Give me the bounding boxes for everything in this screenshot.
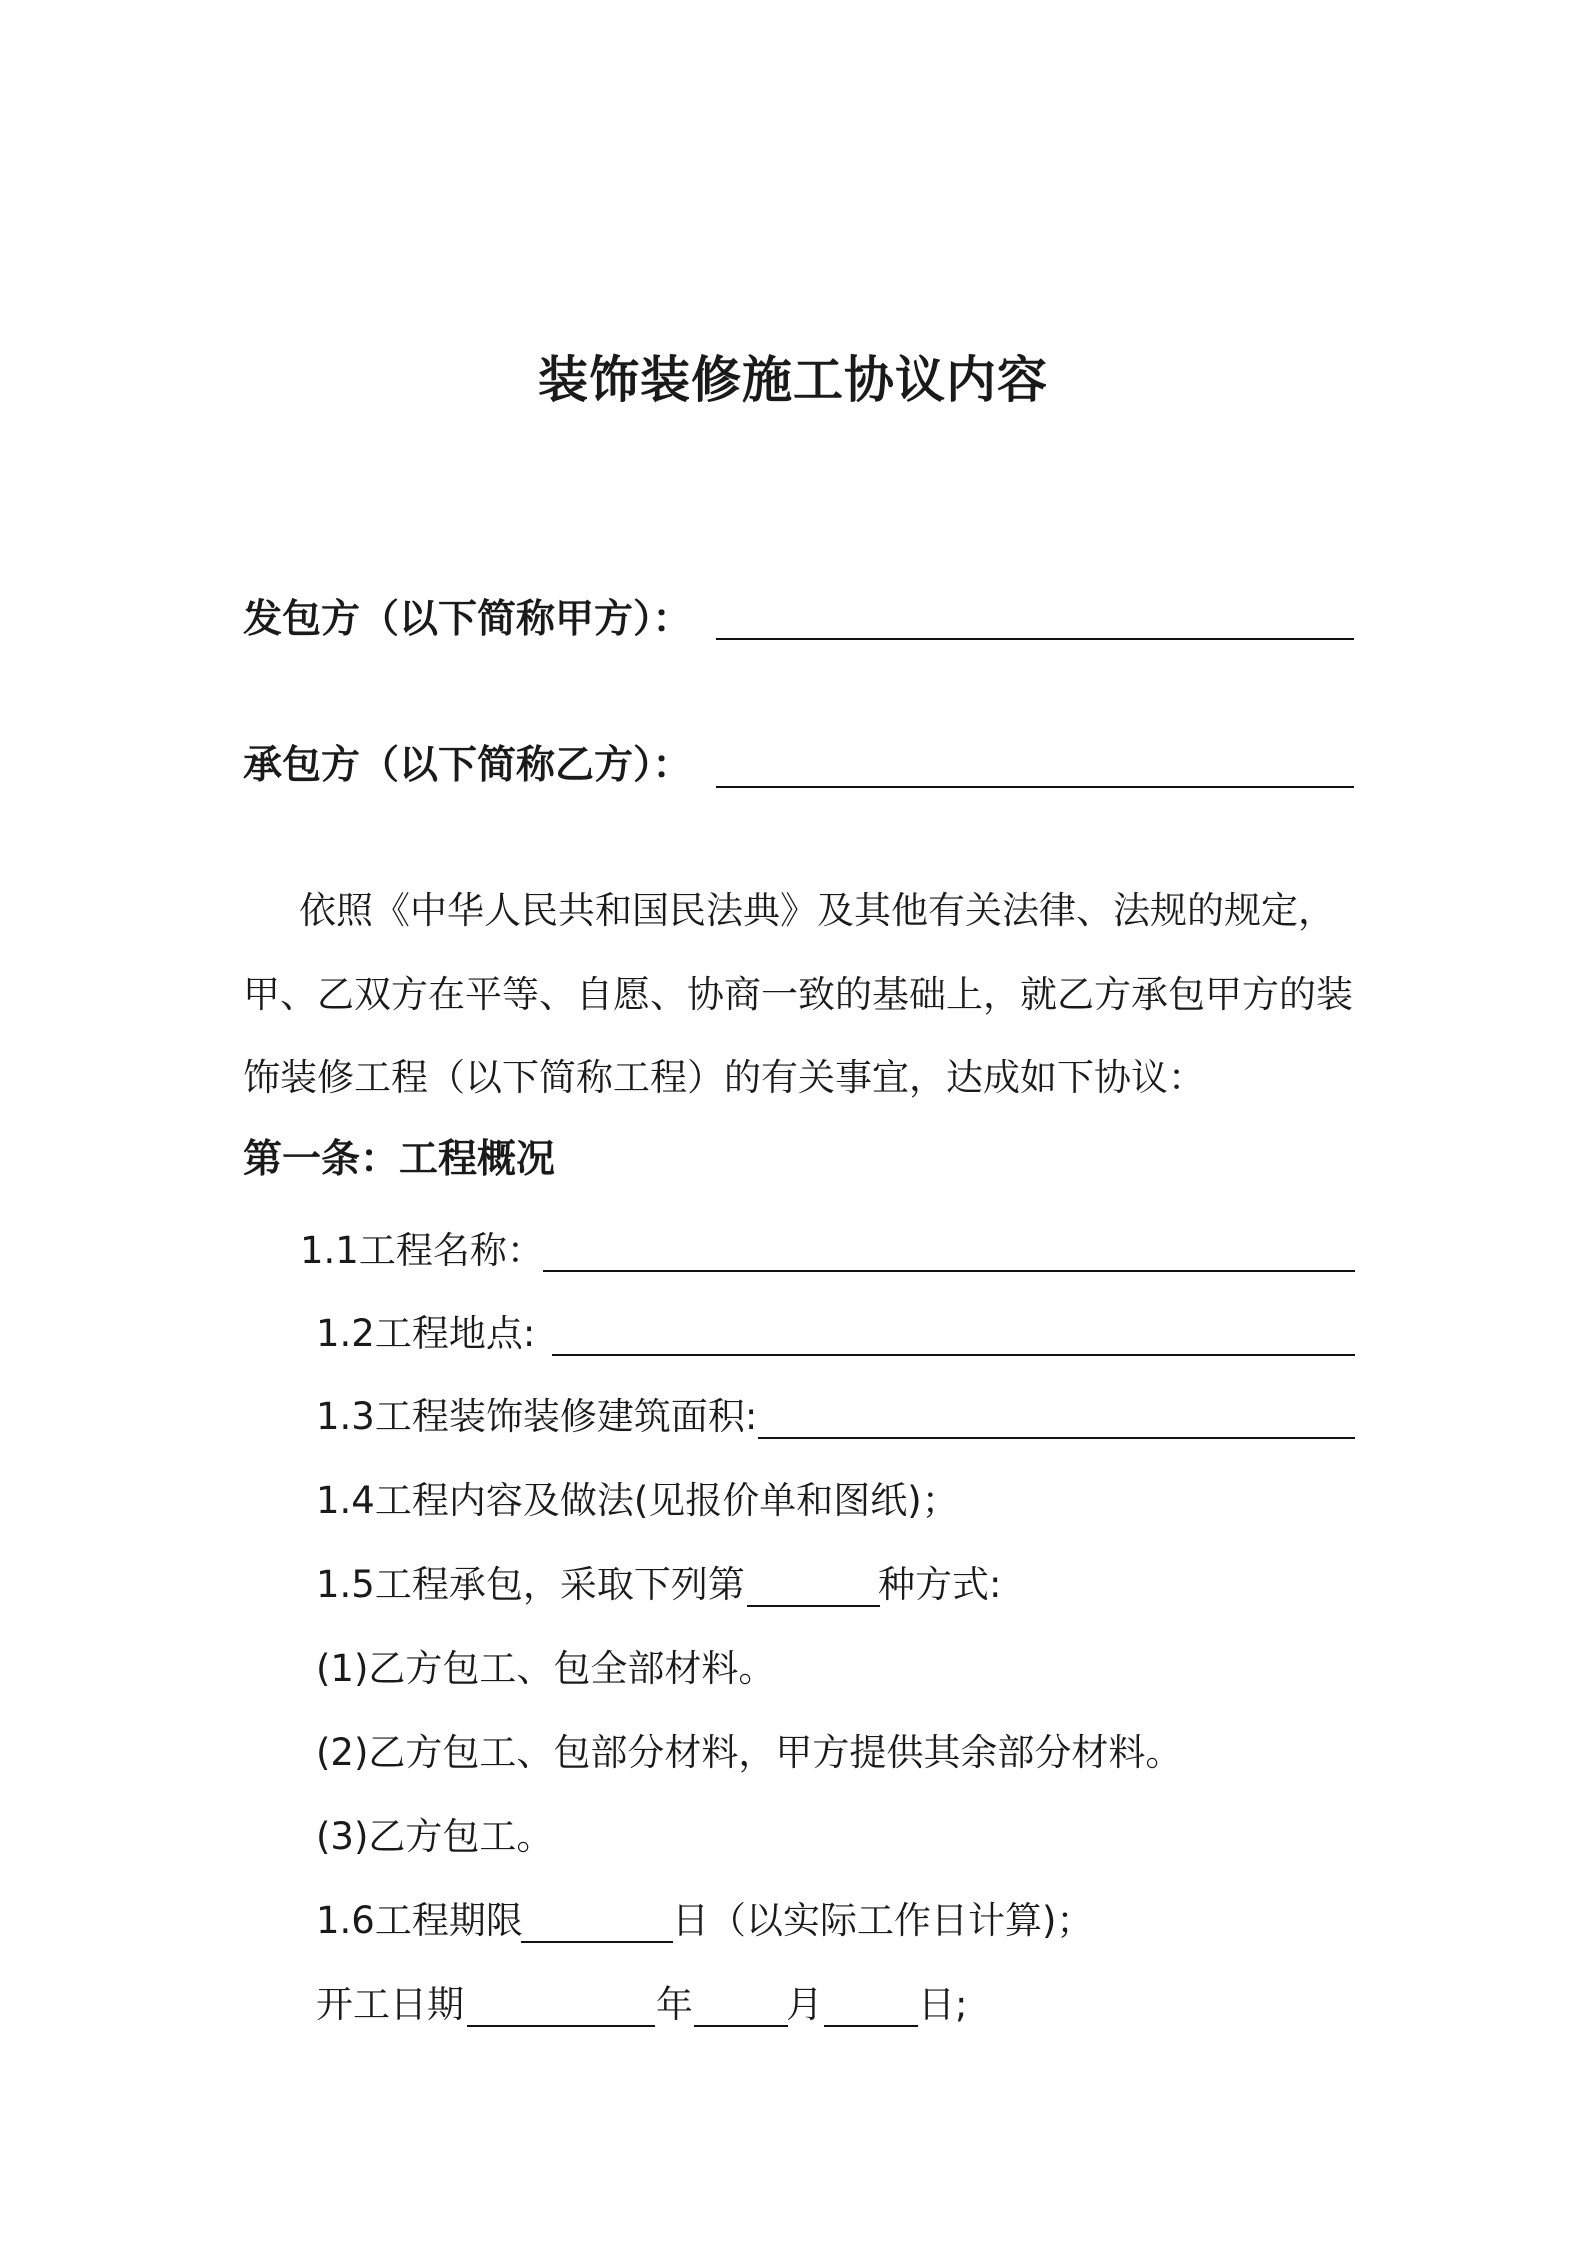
preamble-line-3: 饰装修工程（以下简称工程）的有关事宜，达成如下协议： — [243, 1056, 1205, 1099]
party-b-blank[interactable] — [716, 786, 1354, 788]
duration-days-blank[interactable] — [521, 1941, 673, 1943]
document-title: 装饰装修施工协议内容 — [538, 351, 1048, 409]
item-1-6-label: 1.6工程期限 — [316, 1899, 523, 1942]
preamble-line-2: 甲、乙双方在平等、自愿、协商一致的基础上，就乙方承包甲方的装 — [243, 973, 1353, 1016]
building-area-blank[interactable] — [758, 1437, 1355, 1439]
item-1-6-suffix: 日（以实际工作日计算)； — [672, 1899, 1094, 1942]
option-3: (3)乙方包工。 — [316, 1815, 554, 1858]
start-day-blank[interactable] — [824, 2025, 918, 2027]
start-year-blank[interactable] — [467, 2025, 655, 2027]
project-name-blank[interactable] — [543, 1270, 1355, 1272]
item-1-3-label: 1.3工程装饰装修建筑面积: — [316, 1395, 758, 1438]
party-b-label: 承包方（以下简称乙方）： — [243, 743, 692, 788]
article-1-heading: 第一条：工程概况 — [243, 1137, 556, 1182]
project-location-blank[interactable] — [552, 1354, 1355, 1356]
item-1-5-suffix: 种方式: — [878, 1563, 1002, 1606]
option-2: (2)乙方包工、包部分材料，甲方提供其余部分材料。 — [316, 1731, 1183, 1774]
contract-mode-blank[interactable] — [747, 1605, 880, 1607]
option-1: (1)乙方包工、包全部材料。 — [316, 1647, 776, 1690]
start-year-unit: 年 — [656, 1983, 693, 2026]
start-day-unit: 日; — [918, 1983, 968, 2026]
item-1-1-label: 1.1工程名称： — [300, 1229, 544, 1272]
start-date-label: 开工日期 — [316, 1983, 464, 2026]
party-a-blank[interactable] — [716, 638, 1354, 640]
item-1-2-label: 1.2工程地点: — [316, 1312, 536, 1355]
item-1-4-label: 1.4工程内容及做法(见报价单和图纸)； — [316, 1479, 959, 1522]
start-month-blank[interactable] — [694, 2025, 788, 2027]
start-month-unit: 月 — [786, 1983, 823, 2026]
preamble-line-1: 依照《中华人民共和国民法典》及其他有关法律、法规的规定， — [299, 889, 1335, 932]
party-a-label: 发包方（以下简称甲方）： — [243, 597, 692, 642]
item-1-5-label: 1.5工程承包，采取下列第 — [316, 1563, 745, 1606]
